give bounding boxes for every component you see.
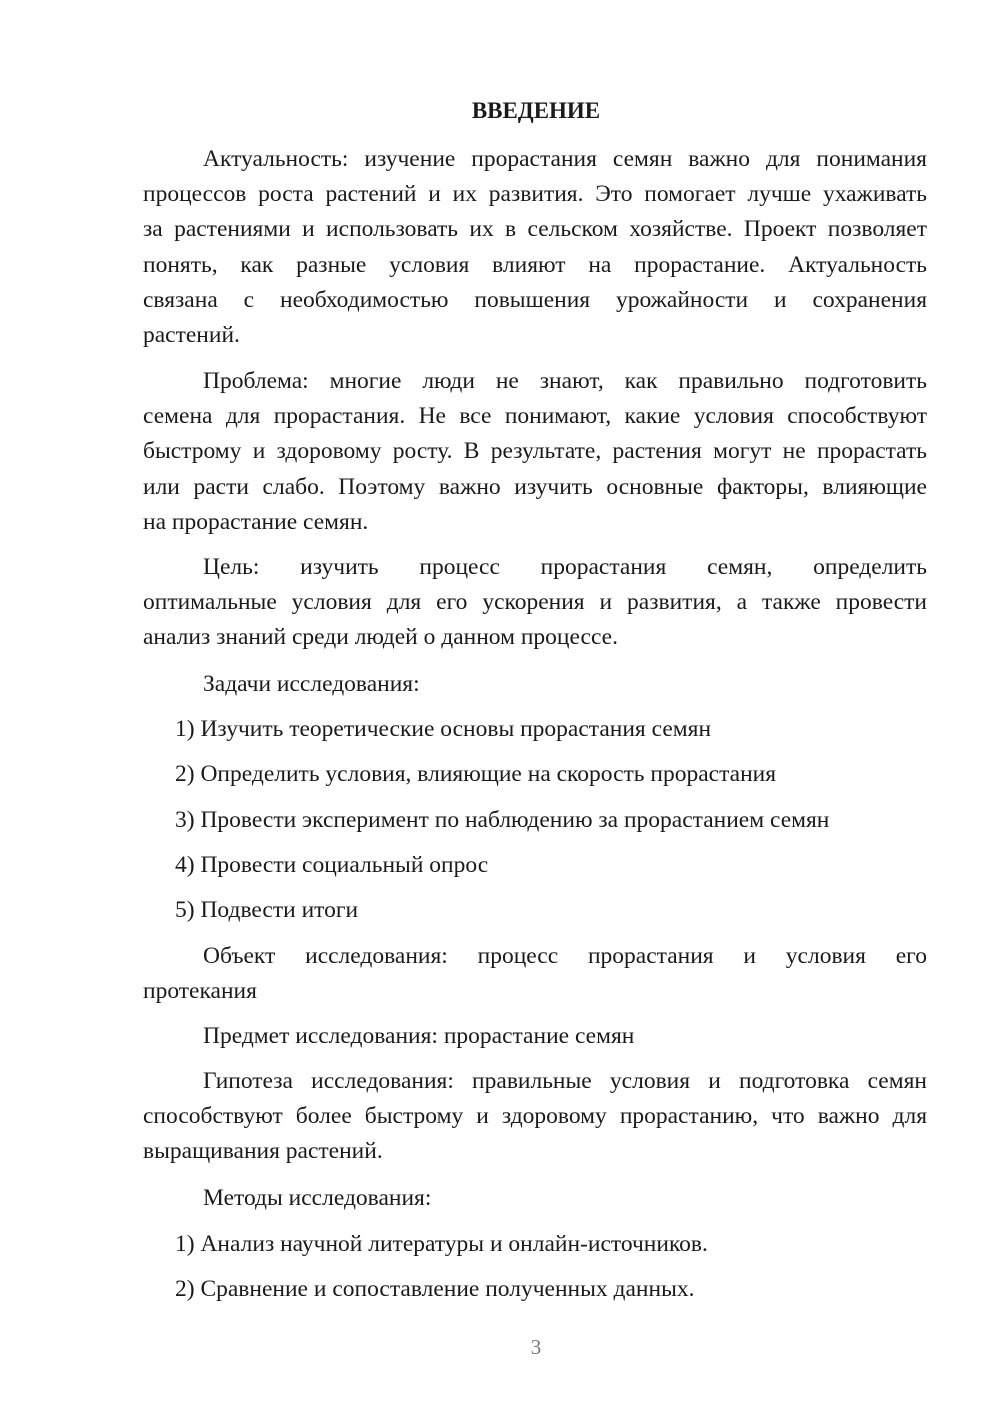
subject-line: Предмет исследования: прорастание семян xyxy=(203,1023,635,1049)
paragraph-line: растений. xyxy=(143,322,240,349)
paragraph-line: Объект исследования: процесс прорастания и условия его xyxy=(203,943,927,969)
task-item: 2) Определить условия, влияющие на скорость прорастания xyxy=(175,761,777,787)
goal-paragraph xyxy=(143,550,927,656)
paragraph-line: анализ знаний среди людей о данном процессе. xyxy=(143,624,618,651)
method-item: 2) Сравнение и сопоставление полученных данных. xyxy=(175,1276,695,1302)
paragraph-line: понять, как разные условия влияют на прорастание. Актуальность xyxy=(143,251,927,278)
task-item: 1) Изучить теоретические основы прорастания семян xyxy=(175,716,712,742)
paragraph-line: за растениями и использовать их в сельском хозяйстве. Проект позволяет xyxy=(143,216,927,243)
paragraph-line: связана с необходимостью повышения урожайности и сохранения xyxy=(143,286,927,313)
tasks-title: Задачи исследования: xyxy=(203,671,420,697)
paragraph-line: на прорастание семян. xyxy=(143,508,369,535)
paragraph-line: семена для прорастания. Не все понимают, какие условия способствуют xyxy=(143,403,927,430)
paragraph-line: быстрому и здоровому росту. В результате, растения могут не прорастать xyxy=(143,438,927,465)
task-item: 5) Подвести итоги xyxy=(175,897,359,923)
task-item: 4) Провести социальный опрос xyxy=(175,852,489,878)
paragraph-line: Гипотеза исследования: правильные условия и подготовка семян xyxy=(203,1068,927,1094)
paragraph-line: выращивания растений. xyxy=(143,1138,383,1165)
paragraph-line: протекания xyxy=(143,978,257,1005)
paragraph-line: способствуют более быстрому и здоровому прорастанию, что важно для xyxy=(143,1103,927,1130)
page-title: ВВЕДЕНИЕ xyxy=(471,98,601,123)
problem-paragraph xyxy=(143,364,927,540)
page-number: 3 xyxy=(530,1335,542,1359)
paragraph-line: Проблема: многие люди не знают, как правильно подготовить xyxy=(203,368,927,394)
paragraph-line: Актуальность: изучение прорастания семян важно для понимания xyxy=(203,146,927,172)
paragraph-line: оптимальные условия для его ускорения и развития, а также провести xyxy=(143,589,927,616)
paragraph-line: или расти слабо. Поэтому важно изучить основные факторы, влияющие xyxy=(143,473,927,500)
hypothesis-paragraph xyxy=(143,1064,927,1170)
method-item: 1) Анализ научной литературы и онлайн-источников. xyxy=(175,1231,708,1257)
object-paragraph xyxy=(143,939,927,1009)
relevance-paragraph xyxy=(143,142,927,353)
paragraph-line: Цель: изучить процесс прорастания семян, определить xyxy=(203,554,927,580)
paragraph-line: процессов роста растений и их развития. Это помогает лучше ухаживать xyxy=(143,181,927,208)
task-item: 3) Провести эксперимент по наблюдению за прорастанием семян xyxy=(175,807,830,833)
methods-title: Методы исследования: xyxy=(203,1185,432,1211)
